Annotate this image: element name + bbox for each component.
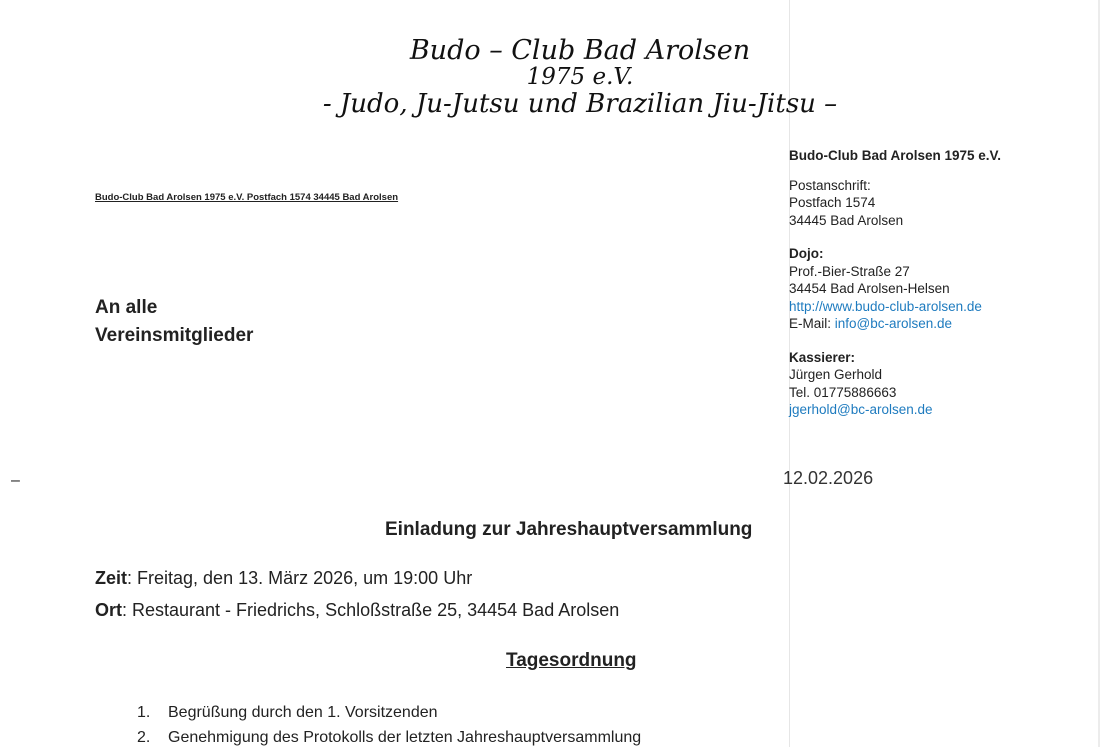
dojo-email-line — [789, 315, 1089, 333]
meeting-time — [95, 568, 472, 589]
treasurer-phone: Tel. 01775886663 — [789, 384, 897, 400]
dojo-email-link[interactable]: info@bc-arolsen.de — [834, 316, 953, 331]
letterhead-line-1: Budo – Club Bad Arolsen — [409, 35, 751, 66]
contact-sidebar — [789, 147, 1089, 435]
dojo-block — [789, 245, 1089, 333]
email-label: E-Mail: — [789, 316, 835, 331]
dojo-heading: Dojo: — [789, 246, 824, 261]
treasurer-block — [789, 349, 1089, 419]
page-edge — [1098, 0, 1100, 747]
letterhead-line-3: - Judo, Ju-Jutsu und Brazilian Jiu-Jitsu – — [322, 88, 838, 119]
dojo-city: 34454 Bad Arolsen-Helsen — [789, 281, 950, 296]
treasurer-email-link[interactable]: jgerhold@bc-arolsen.de — [789, 402, 933, 417]
time-value: : Freitag, den 13. März 2026, um 19:00 Uhr — [127, 568, 473, 588]
recipient-line-2: Vereinsmitglieder — [95, 325, 254, 346]
return-address: Budo-Club Bad Arolsen 1975 e.V. Postfach 1574 34445 Bad Arolsen — [95, 192, 399, 203]
agenda-item-number: 2. — [137, 729, 151, 746]
treasurer-heading: Kassierer: — [789, 349, 856, 365]
time-label: Zeit — [95, 568, 128, 588]
dojo-street: Prof.-Bier-Straße 27 — [789, 263, 910, 279]
postal-line-1: Postfach 1574 — [789, 195, 876, 210]
agenda-item — [137, 700, 641, 725]
invitation-title: Einladung zur Jahreshauptversammlung — [385, 519, 753, 540]
fold-mark: – — [11, 472, 20, 489]
meeting-place — [95, 600, 619, 621]
place-value: : Restaurant - Friedrichs, Schloßstraße 25, 34454 Bad Arolsen — [122, 600, 620, 620]
postal-line-2: 34445 Bad Arolsen — [789, 212, 904, 228]
recipient-line-1: An alle — [95, 297, 158, 318]
postal-heading: Postanschrift: — [789, 177, 871, 193]
agenda-title: Tagesordnung — [506, 650, 637, 671]
recipient-block — [95, 294, 253, 350]
agenda-item-text: Begrüßung durch den 1. Vorsitzenden — [168, 704, 438, 721]
treasurer-name: Jürgen Gerhold — [789, 367, 883, 382]
place-label: Ort — [95, 600, 122, 620]
sidebar-club-name: Budo-Club Bad Arolsen 1975 e.V. — [789, 148, 1002, 163]
agenda-item-number: 1. — [137, 704, 151, 721]
postal-address-block — [789, 177, 1089, 230]
letterhead-line-2: 1975 e.V. — [526, 64, 634, 91]
website-link[interactable]: http://www.budo-club-arolsen.de — [789, 298, 982, 314]
letter-date: 12.02.2026 — [783, 468, 874, 488]
agenda-item — [137, 725, 641, 750]
agenda-list — [137, 700, 641, 750]
club-letterhead — [200, 36, 960, 118]
agenda-item-text: Genehmigung des Protokolls der letzten Jahreshauptversammlung — [168, 729, 642, 746]
